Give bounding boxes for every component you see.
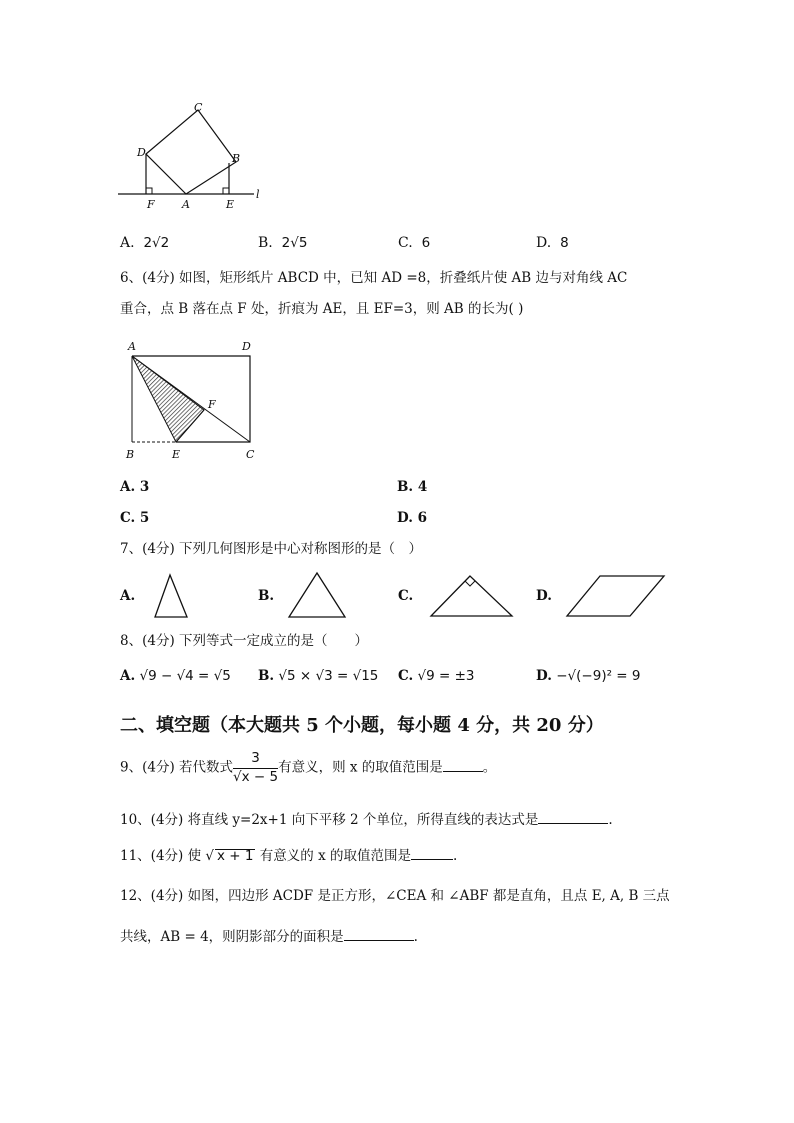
q5-option-c: C. 6: [398, 235, 431, 251]
section-2-title: 二、填空题（本大题共 5 个小题，每小题 4 分，共 20 分）: [120, 715, 604, 736]
label-f: F: [147, 198, 155, 211]
label-d: D: [137, 146, 146, 159]
q7-option-a-label: A.: [120, 588, 136, 604]
q11-line: 11、(4分) 使 √ x + 1 有意义的 x 的取值范围是 .: [120, 848, 458, 864]
q6-option-a: A. 3: [120, 479, 150, 495]
shaded-triangle: [132, 356, 204, 442]
q5-option-a: A. 2√2: [120, 235, 170, 251]
label-b: B: [126, 448, 135, 461]
q9-line: 9、(4分) 若代数式 $\frac{3}{√x - 5}$ 有意义，则 x 的取值范围是 。: [120, 750, 497, 785]
q6-stem-line1: 6、(4分) 如图，矩形纸片 ABCD 中，已知 AD =8，折叠纸片使 AB 边与对角线 AC: [120, 270, 628, 286]
q9-fraction: $\frac{3}{√x - 5}$: [233, 750, 279, 785]
q7-option-d-shape-icon: [564, 572, 668, 620]
label-c: C: [194, 102, 203, 114]
q6-option-d: D. 6: [397, 510, 428, 526]
label-b: B: [232, 152, 241, 165]
q12-line1: 12、(4分) 如图，四边形 ACDF 是正方形，∠CEA 和 ∠ABF 都是直角，且点 E, A, B 三点: [120, 888, 670, 904]
q7-option-c-shape-icon: [428, 572, 518, 620]
q8-option-d: D. −√(−9)² = 9: [536, 668, 641, 684]
label-f: F: [208, 398, 216, 411]
square-abcd: [146, 110, 236, 194]
q7-stem: 7、(4分) 下列几何图形是中心对称图形的是（ ）: [120, 541, 423, 557]
q11-radicand: x + 1: [217, 848, 254, 864]
q7-option-d-label: D.: [536, 588, 552, 604]
q5-option-d: D. 8: [536, 235, 569, 251]
q10-line: 10、(4分) 将直线 y=2x+1 向下平移 2 个单位，所得直线的表达式是 .: [120, 812, 613, 828]
q6-option-c: C. 5: [120, 510, 150, 526]
q12-answer-blank[interactable]: [344, 929, 414, 941]
right-angle-f: [146, 188, 152, 194]
q12-text: 共线，AB = 4，则阴影部分的面积是: [120, 929, 344, 945]
q5-figure: [116, 102, 272, 212]
q7-option-b-shape-icon: [286, 570, 348, 620]
q8-option-c: C. √9 = ±3: [398, 668, 475, 684]
q11-answer-blank[interactable]: [411, 848, 453, 860]
q7-option-a-shape-icon: [150, 572, 192, 620]
q6-option-b: B. 4: [397, 479, 428, 495]
q6-stem-line2: 重合，点 B 落在点 F 处，折痕为 AE，且 EF=3，则 AB 的长为( ): [120, 301, 524, 317]
right-angle-e: [223, 188, 229, 194]
q10-text: 10、(4分) 将直线 y=2x+1 向下平移 2 个单位，所得直线的表达式是: [120, 812, 539, 828]
q9-suffix: 有意义，则 x 的取值范围是: [278, 759, 443, 776]
label-d: D: [242, 340, 251, 353]
q9-prefix: 9、(4分) 若代数式: [120, 759, 234, 776]
q7-option-c-label: C.: [398, 588, 414, 604]
q12-line2: 共线，AB = 4，则阴影部分的面积是 .: [120, 929, 418, 945]
q9-answer-blank[interactable]: [443, 760, 483, 772]
q8-option-b: B. √5 × √3 = √15: [258, 668, 379, 684]
q5-option-b: B. 2√5: [258, 235, 308, 251]
q10-answer-blank[interactable]: [538, 812, 608, 824]
q8-stem: 8、(4分) 下列等式一定成立的是（ ）: [120, 633, 369, 649]
q8-option-a: A. √9 − √4 = √5: [120, 668, 231, 684]
q11-prefix: 11、(4分) 使: [120, 848, 202, 864]
label-e: E: [226, 198, 235, 211]
q6-figure: [118, 336, 268, 466]
diagonal-ac: [132, 356, 250, 442]
label-e: E: [172, 448, 181, 461]
label-a: A: [128, 340, 136, 353]
label-l: l: [256, 188, 260, 201]
q11-suffix: 有意义的 x 的取值范围是: [259, 848, 411, 864]
q7-option-b-label: B.: [258, 588, 275, 604]
label-a: A: [182, 198, 190, 211]
label-c: C: [246, 448, 255, 461]
